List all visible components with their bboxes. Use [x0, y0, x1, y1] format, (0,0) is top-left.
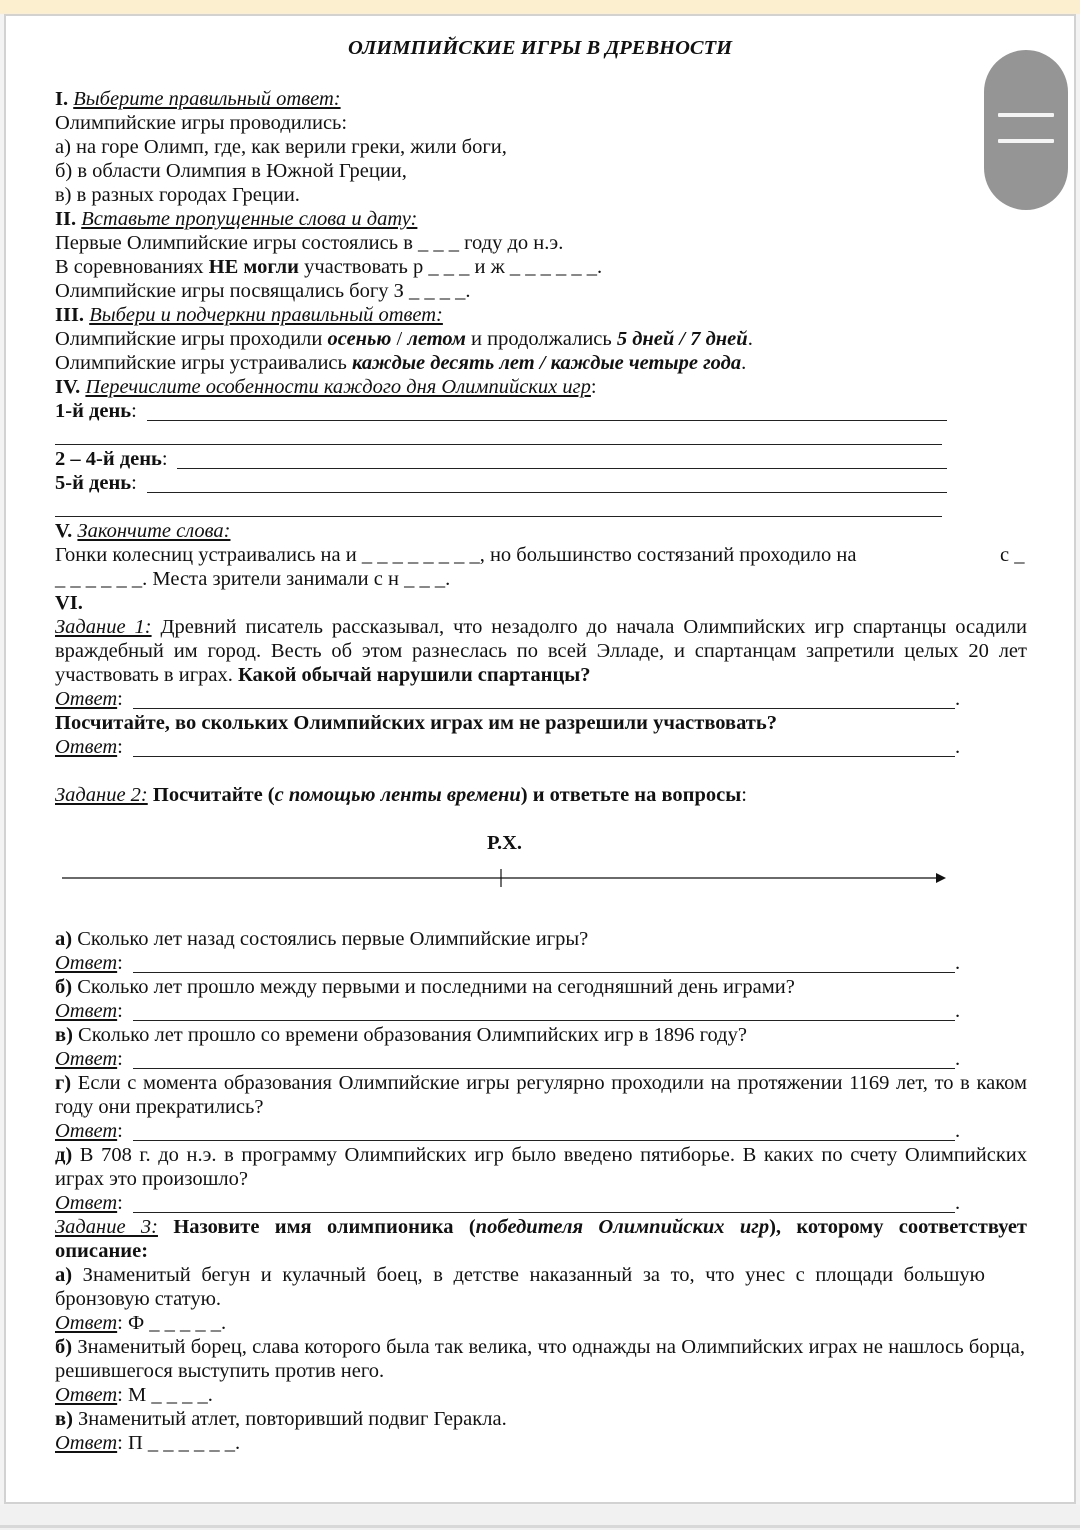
task-1-question-2: Посчитайте, во скольких Олимпийских играх им не разрешили участвовать?: [55, 712, 777, 734]
s5-line-2: _ _ _ _ _ _. Места зрители занимали с н _ _ _.: [55, 568, 451, 590]
period: .: [955, 1192, 961, 1214]
day-5-answer-line-2[interactable]: [55, 516, 942, 517]
s5-line-1-end: с _: [1000, 544, 1025, 566]
question-d: д) В 708 г. до н.э. в программу Олимпийских игр было введено пятиборье. В каких по счету Олимпийских играх это произошло?: [55, 1144, 1027, 1190]
s2-line-3: Олимпийские игры посвящались богу З _ _ _ _.: [55, 280, 471, 302]
day-1-answer-line-2[interactable]: [55, 444, 942, 445]
day-2-4-label: 2 – 4-й день:: [55, 448, 168, 470]
question-d-answer-label: Ответ:: [55, 1192, 123, 1214]
day-1-answer-line[interactable]: [147, 420, 947, 421]
task-3-item-a-answer: Ответ: Ф _ _ _ _ _.: [55, 1312, 227, 1334]
section-6-heading: VI.: [55, 592, 83, 614]
timeline-arrow: [60, 864, 950, 894]
period: .: [955, 688, 961, 710]
day-2-4-answer-line[interactable]: [177, 468, 947, 469]
question-b-answer-line[interactable]: [133, 1020, 955, 1021]
question-a-answer-label: Ответ:: [55, 952, 123, 974]
s2-line-1: Первые Олимпийские игры состоялись в _ _ _ году до н.э.: [55, 232, 564, 254]
question-g-answer-label: Ответ:: [55, 1120, 123, 1142]
question-b-answer-label: Ответ:: [55, 1000, 123, 1022]
section-1-heading: I. Выберите правильный ответ:: [55, 88, 341, 110]
task-3-item-v-answer: Ответ: П _ _ _ _ _ _.: [55, 1432, 241, 1454]
question-b: б) Сколько лет прошло между первыми и последними на сегодняшний день играми?: [55, 976, 795, 998]
period: .: [955, 1000, 961, 1022]
task-1-text: Задание 1: Древний писатель рассказывал, что незадолго до начала Олимпийских игр спартанцы осадили враждебный им город. Весть об этом разнеслась по всей Элладе, и спартанцам запретили целых 20 лет участвовать в играх. Какой обычай нарушили спартанцы?: [55, 616, 1028, 686]
top-status-bar: [0, 0, 1080, 14]
task-1-answer-label: Ответ:: [55, 688, 123, 710]
task-3-heading: Задание 3: Назовите имя олимпионика (победителя Олимпийских игр), которому соответствует описание:: [55, 1216, 1027, 1262]
question-d-answer-line[interactable]: [133, 1212, 955, 1213]
s1-option-c: в) в разных городах Греции.: [55, 184, 300, 206]
task-1-answer-2-line[interactable]: [133, 756, 955, 757]
s5-line-1: Гонки колесниц устраивались на и _ _ _ _ _ _ _ _, но большинство состязаний проходило на: [55, 544, 857, 566]
section-3-heading: III. Выбери и подчеркни правильный ответ:: [55, 304, 443, 326]
period: .: [955, 952, 961, 974]
s1-option-b: б) в области Олимпия в Южной Греции,: [55, 160, 407, 182]
menu-button[interactable]: [984, 50, 1068, 210]
day-1-label: 1-й день:: [55, 400, 137, 422]
bottom-divider: [0, 1525, 1080, 1528]
s1-question: Олимпийские игры проводились:: [55, 112, 348, 134]
task-3-item-v: в) Знаменитый атлет, повторивший подвиг Геракла.: [55, 1408, 507, 1430]
task-3-item-b-answer: Ответ: М _ _ _ _.: [55, 1384, 213, 1406]
question-a-answer-line[interactable]: [133, 972, 955, 973]
question-g: г) Если с момента образования Олимпийские игры регулярно проходили на протяжении 1169 лет, то в каком году они прекратились?: [55, 1072, 1027, 1118]
question-v-answer-label: Ответ:: [55, 1048, 123, 1070]
question-v: в) Сколько лет прошло со времени образования Олимпийских игр в 1896 году?: [55, 1024, 747, 1046]
period: .: [955, 1048, 961, 1070]
s3-line-2: Олимпийские игры устраивались каждые десять лет / каждые четыре года.: [55, 352, 747, 374]
section-2-heading: II. Вставьте пропущенные слова и дату:: [55, 208, 418, 230]
s1-option-a: а) на горе Олимп, где, как верили греки, жили боги,: [55, 136, 507, 158]
day-5-label: 5-й день:: [55, 472, 137, 494]
task-2-heading: Задание 2: Посчитайте (с помощью ленты времени) и ответьте на вопросы:: [55, 784, 747, 806]
timeline-label: Р.Х.: [487, 832, 523, 854]
day-5-answer-line[interactable]: [147, 492, 947, 493]
section-5-heading: V. Закончите слова:: [55, 520, 231, 542]
task-1-answer-2-label: Ответ:: [55, 736, 123, 758]
task-1-answer-line[interactable]: [133, 708, 955, 709]
s3-line-1: Олимпийские игры проходили осенью / летом и продолжались 5 дней / 7 дней.: [55, 328, 753, 350]
page-title: ОЛИМПИЙСКИЕ ИГРЫ В ДРЕВНОСТИ: [347, 37, 733, 59]
question-v-answer-line[interactable]: [133, 1068, 955, 1069]
period: .: [955, 736, 961, 758]
question-g-answer-line[interactable]: [133, 1140, 955, 1141]
task-3-item-a: а) Знаменитый бегун и кулачный боец, в детстве наказанный за то, что унес с площади большую бронзовую статую.: [55, 1264, 985, 1310]
s2-line-2: В соревнованиях НЕ могли участвовать р _ _ _ и ж _ _ _ _ _ _.: [55, 256, 603, 278]
question-a: а) Сколько лет назад состоялись первые Олимпийские игры?: [55, 928, 589, 950]
section-4-heading: IV. Перечислите особенности каждого дня Олимпийских игр:: [55, 376, 597, 398]
period: .: [955, 1120, 961, 1142]
task-3-item-b: б) Знаменитый борец, слава которого была так велика, что однажды на Олимпийских играх не нашлось борца, решившегося выступить против него.: [55, 1336, 1025, 1382]
